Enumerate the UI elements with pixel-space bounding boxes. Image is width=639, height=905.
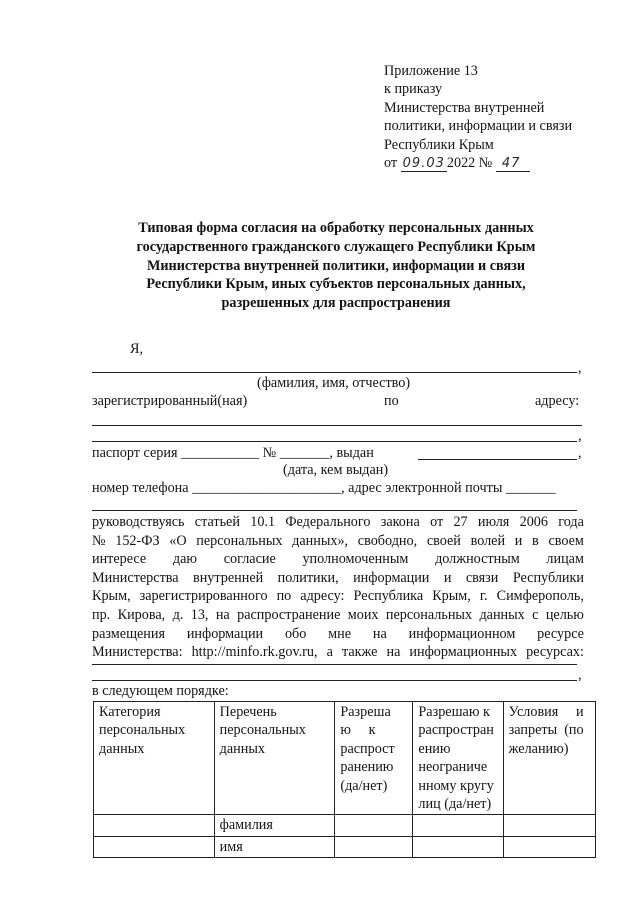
- registered-label: зарегистрированный(ная): [92, 393, 248, 409]
- po-label: по: [384, 393, 399, 409]
- handwritten-number: 47: [496, 156, 531, 172]
- header-unlimited: Разрешаю к распростран ению неограниче нному кругу лиц (да/нет): [413, 702, 503, 815]
- resources-line-1[interactable]: [92, 664, 577, 665]
- paragraph-line: руководствуясь статьей 10.1 Федерального закона от 27 июля 2006 года: [92, 514, 584, 530]
- header-category: Категория персональных данных: [94, 702, 215, 815]
- paragraph-line: пр. Кирова, д. 13, на распространение моих персональных данных с целью: [92, 606, 584, 623]
- paragraph-line: размещения информации обо мне на информационном ресурсе: [92, 625, 584, 642]
- fio-caption: (фамилия, имя, отчество): [257, 375, 411, 391]
- appendix-line: к приказу: [384, 81, 443, 98]
- address-line-1[interactable]: [92, 425, 582, 426]
- address-label: адресу:: [535, 393, 580, 409]
- table-cell: фамилия: [214, 815, 335, 836]
- phone-email-label: номер телефона _____________________, адрес электронной почты _______: [92, 480, 556, 496]
- table-cell[interactable]: [413, 815, 503, 836]
- paragraph-line: Министерства: http://minfo.rk.gov.ru, а также на информационных ресурсах:: [92, 644, 584, 661]
- order-label: в следующем порядке:: [92, 683, 229, 699]
- consent-paragraph: [92, 513, 584, 662]
- table-cell[interactable]: [503, 815, 595, 836]
- handwritten-date: 09.03: [402, 156, 445, 172]
- comma: ,: [578, 445, 582, 461]
- table-cell[interactable]: [335, 836, 413, 857]
- extra-line[interactable]: [92, 510, 577, 511]
- paragraph-line: № 152-ФЗ «О персональных данных», свободно, своей волей и в своем: [92, 532, 584, 549]
- passport-label: паспорт серия ___________ № _______, выдан: [92, 445, 374, 461]
- fio-line[interactable]: [92, 372, 577, 373]
- table-row: [94, 836, 596, 857]
- date-prefix: от: [384, 155, 398, 172]
- form-title: [90, 219, 582, 313]
- paragraph-line: интересе даю согласие уполномоченным должностным лицам: [92, 551, 584, 568]
- table-cell[interactable]: [94, 836, 215, 857]
- table-cell[interactable]: [335, 815, 413, 836]
- header-conditions: Условия и запреты (по желанию): [503, 702, 595, 815]
- comma: ,: [578, 667, 582, 683]
- appendix-line: Приложение 13: [384, 63, 478, 79]
- personal-data-table: [93, 701, 596, 858]
- date-year: 2022 №: [446, 155, 493, 172]
- appendix-date-line: [384, 154, 572, 173]
- table-row: [94, 815, 596, 836]
- resources-line-2[interactable]: [92, 680, 577, 681]
- title-line: Типовая форма согласия на обработку персональных данных: [138, 220, 534, 236]
- title-line: Республики Крым, иных субъектов персональных данных,: [146, 276, 526, 293]
- table-cell[interactable]: [503, 836, 595, 857]
- title-line: разрешенных для распространения: [221, 295, 451, 312]
- title-line: Министерства внутренней политики, информации и связи: [146, 257, 526, 274]
- address-line-2[interactable]: [92, 441, 577, 442]
- issued-caption: (дата, кем выдан): [283, 462, 389, 478]
- appendix-block: [384, 62, 572, 173]
- paragraph-line: Крым, зарегистрированного по адресу: Республика Крым, г. Симферополь,: [92, 588, 584, 605]
- header-allow: Разреша ю к распрост ранению (да/нет): [335, 702, 413, 815]
- comma: ,: [578, 428, 582, 444]
- title-line: государственного гражданского служащего Республики Крым: [136, 238, 536, 255]
- comma: ,: [578, 360, 582, 376]
- table-cell: имя: [214, 836, 335, 857]
- appendix-line: Республики Крым: [384, 136, 494, 153]
- table-cell[interactable]: [413, 836, 503, 857]
- paragraph-line: Министерства внутренней политики, информации и связи Республики: [92, 569, 584, 586]
- ya-label: Я,: [130, 341, 144, 357]
- table-cell[interactable]: [94, 815, 215, 836]
- header-list: Перечень персональных данных: [214, 702, 335, 815]
- appendix-line: политики, информации и связи: [384, 118, 573, 135]
- appendix-line: Министерства внутренней: [384, 99, 545, 116]
- table-header-row: [94, 702, 596, 815]
- passport-issued-line[interactable]: [418, 459, 577, 460]
